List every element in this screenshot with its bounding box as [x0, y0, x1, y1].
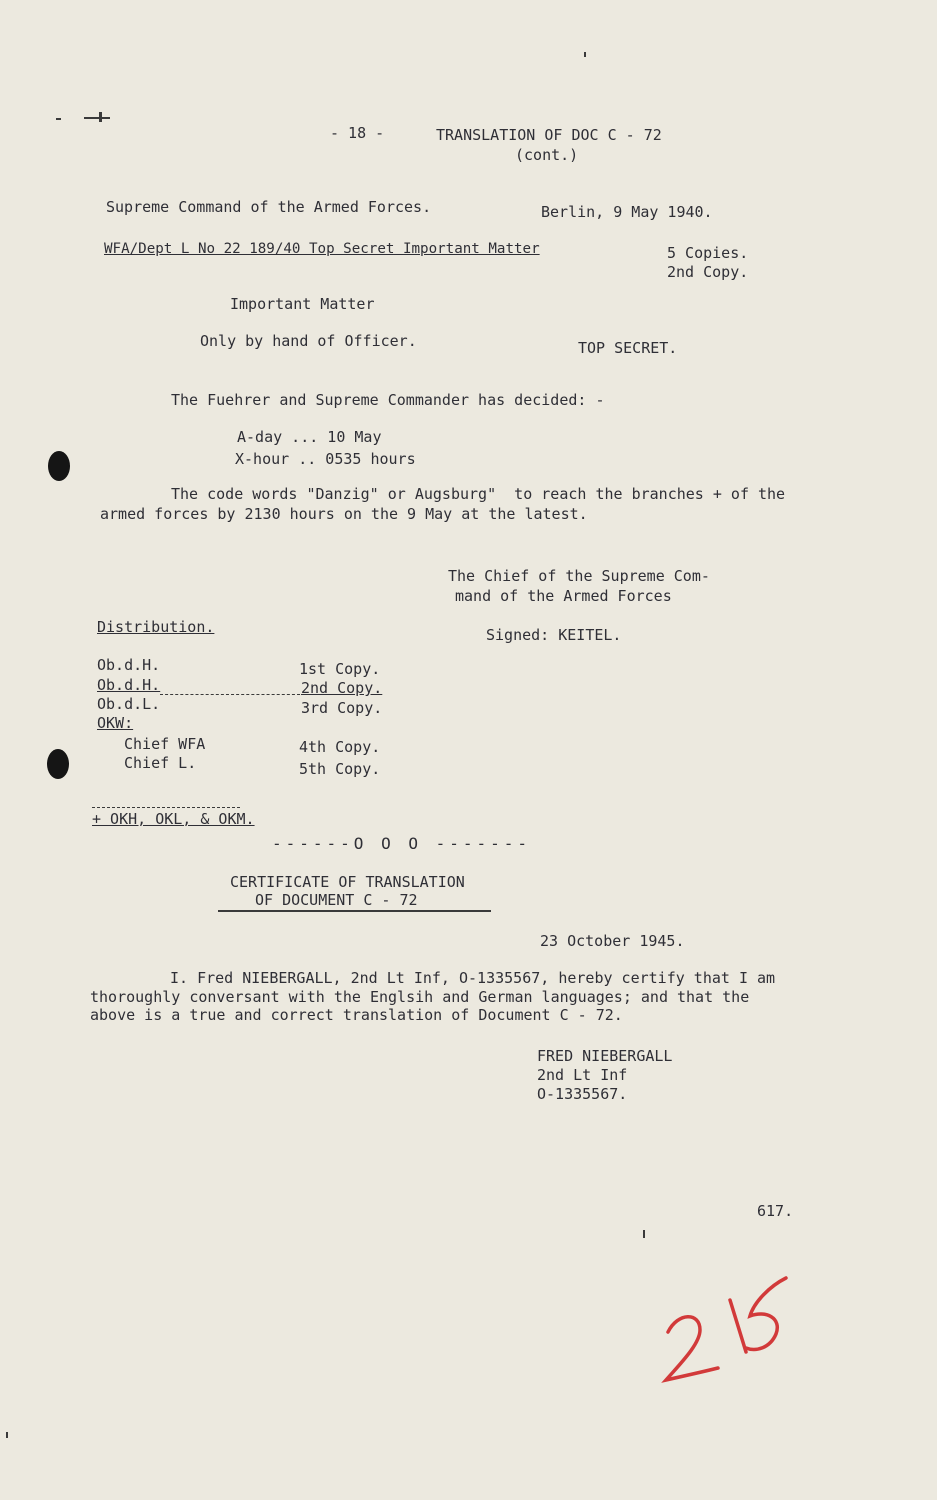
distribution-recipient: Chief L. — [124, 754, 197, 772]
distribution-recipient: Chief WFA — [124, 735, 206, 753]
header-continued: (cont.) — [515, 146, 579, 164]
letter-from: Supreme Command of the Armed Forces. — [106, 198, 432, 216]
signer-title-line-1: The Chief of the Supreme Com- — [448, 567, 710, 585]
distribution-recipient: Ob.d.H. — [97, 656, 161, 674]
ink-speck — [56, 118, 61, 120]
certificate-line-3: above is a true and correct translation of Document C - 72. — [90, 1006, 623, 1024]
distribution-copy: 2nd Copy. — [301, 679, 383, 697]
distribution-rule — [160, 694, 300, 696]
signature-name: FRED NIEBERGALL — [537, 1047, 673, 1065]
letter-place-date: Berlin, 9 May 1940. — [541, 203, 713, 221]
letter-reference: WFA/Dept L No 22 189/40 Top Secret Important Matter — [104, 241, 540, 257]
distribution-recipient: Ob.d.L. — [97, 695, 161, 713]
ink-speck — [643, 1230, 645, 1238]
distribution-copy: 5th Copy. — [299, 760, 381, 778]
handwritten-number-215 — [658, 1272, 798, 1392]
signature-serial: O-1335567. — [537, 1085, 628, 1103]
distribution-recipient: OKW: — [97, 714, 134, 732]
distribution-heading: Distribution. — [97, 618, 215, 636]
signature-rank: 2nd Lt Inf — [537, 1066, 628, 1084]
letter-body-line-2: armed forces by 2130 hours on the 9 May at the latest. — [100, 505, 588, 523]
certificate-heading: CERTIFICATE OF TRANSLATION — [230, 873, 465, 891]
distribution-copy: 4th Copy. — [299, 738, 381, 756]
letter-body-line-1: The code words "Danzig" or Augsburg" to reach the branches + of the — [171, 485, 786, 503]
distribution-copy: 1st Copy. — [299, 660, 381, 678]
letter-decision: The Fuehrer and Supreme Commander has decided: - — [171, 391, 605, 409]
signed-keitel: Signed: KEITEL. — [486, 626, 622, 644]
footnote-rule — [92, 807, 240, 809]
distribution-copy: 3rd Copy. — [301, 699, 383, 717]
certificate-underline — [218, 910, 491, 912]
distribution-recipient: Ob.d.H. — [97, 676, 161, 694]
letter-copy-number: 2nd Copy. — [667, 263, 749, 281]
punch-hole-top — [48, 451, 70, 481]
certificate-subheading: OF DOCUMENT C - 72 — [255, 891, 418, 909]
certificate-line-2: thoroughly conversant with the Englsih and German languages; and that the — [90, 988, 750, 1006]
letter-x-hour: X-hour .. 0535 hours — [235, 450, 416, 468]
ink-speck — [99, 112, 102, 122]
ink-speck — [584, 52, 586, 57]
letter-a-day: A-day ... 10 May — [237, 428, 382, 446]
letter-copies: 5 Copies. — [667, 244, 749, 262]
punch-hole-bottom — [47, 749, 69, 779]
section-separator: ------O O O ------- — [272, 834, 532, 853]
letter-top-secret: TOP SECRET. — [578, 339, 678, 357]
ink-speck — [6, 1432, 8, 1438]
header-page-number: - 18 - — [330, 124, 385, 142]
page-number: 617. — [757, 1202, 794, 1220]
ink-speck — [84, 117, 110, 119]
certificate-date: 23 October 1945. — [540, 932, 685, 950]
letter-by-hand: Only by hand of Officer. — [200, 332, 417, 350]
signer-title-line-2: mand of the Armed Forces — [455, 587, 672, 605]
header-title: TRANSLATION OF DOC C - 72 — [436, 126, 662, 144]
letter-important: Important Matter — [230, 295, 375, 313]
certificate-line-1: I. Fred NIEBERGALL, 2nd Lt Inf, O-1335567, hereby certify that I am — [170, 969, 776, 987]
distribution-footnote: + OKH, OKL, & OKM. — [92, 810, 255, 828]
